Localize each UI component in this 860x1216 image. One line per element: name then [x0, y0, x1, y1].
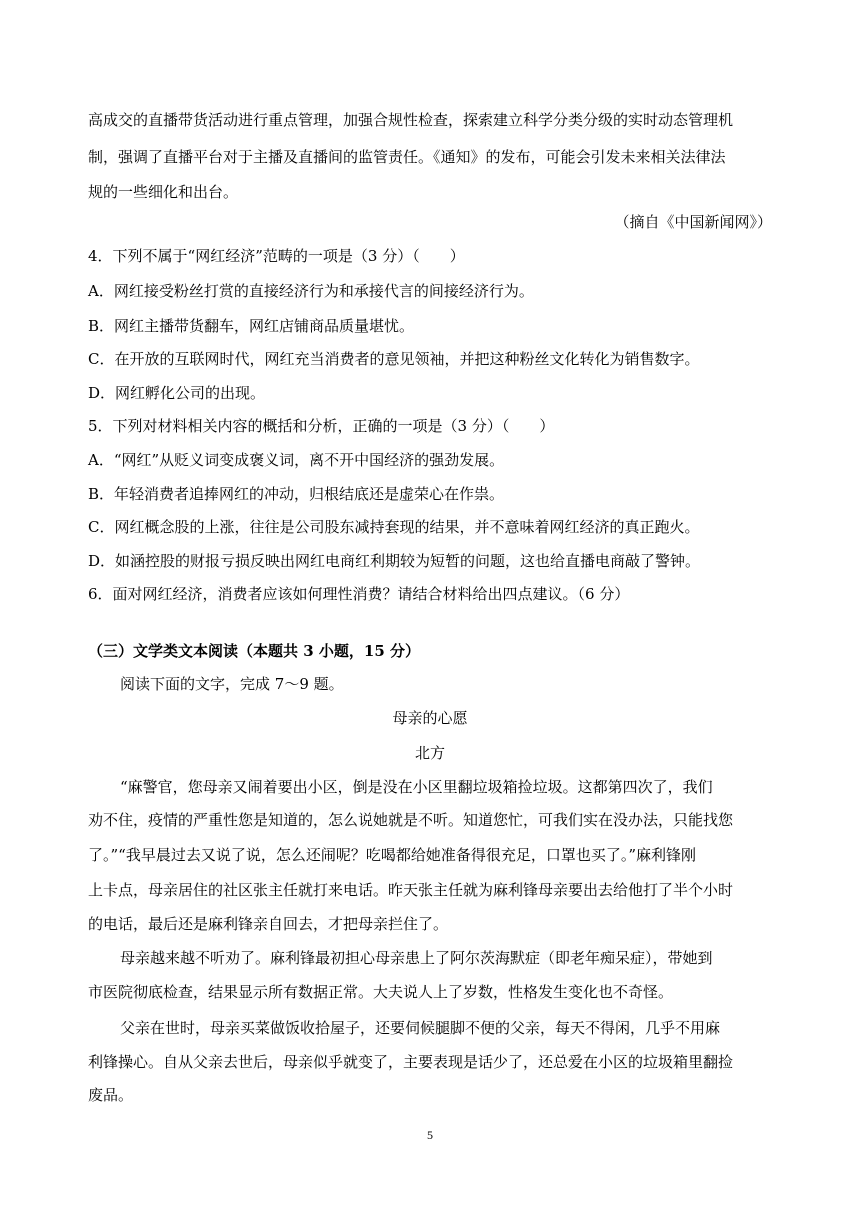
- question-4-option-b: B．网红主播带货翻车，网红店铺商品质量堪忧。: [88, 317, 415, 335]
- passage-line: 规的一些细化和出台。: [88, 183, 239, 201]
- story-line: 了。”“我早晨过去又说了说，怎么还闹呢？吃喝都给她准备得很充足，口罩也买了。”麻利锋刚: [88, 846, 697, 864]
- question-4-stem: 4．下列不属于“网红经济”范畴的一项是（3 分）（ ）: [88, 247, 465, 265]
- story-line: 上卡点，母亲居住的社区张主任就打来电话。昨天张主任就为麻利锋母亲要出去给他打了半个小时: [88, 881, 734, 899]
- story-line: “麻警官，您母亲又闹着要出小区，倒是没在小区里翻垃圾箱捡垃圾。这都第四次了，我们: [120, 778, 713, 796]
- story-line: 的电话，最后还是麻利锋亲自回去，才把母亲拦住了。: [88, 915, 449, 933]
- story-line: 父亲在世时，母亲买菜做饭收拾屋子，还要伺候腿脚不便的父亲，每天不得闲，几乎不用麻: [120, 1019, 721, 1037]
- story-line: 母亲越来越不听劝了。麻利锋最初担心母亲患上了阿尔茨海默症（即老年痴呆症），带她到: [120, 949, 713, 967]
- page-number: 5: [427, 1128, 433, 1142]
- section-heading: （三）文学类文本阅读（本题共 3 小题，15 分）: [88, 642, 420, 660]
- section-instruction: 阅读下面的文字，完成 7～9 题。: [120, 675, 344, 693]
- story-title: 母亲的心愿: [392, 709, 468, 727]
- story-author: 北方: [414, 744, 445, 762]
- question-5-option-a: A．“网红”从贬义词变成褒义词，离不开中国经济的强劲发展。: [88, 451, 505, 469]
- question-4-option-d: D．网红孵化公司的出现。: [88, 384, 266, 402]
- question-5-option-d: D．如涵控股的财报亏损反映出网红电商红利期较为短暂的问题，这也给直播电商敲了警钟。: [88, 552, 701, 570]
- story-line: 废品。: [88, 1086, 134, 1104]
- story-line: 市医院彻底检查，结果显示所有数据正常。大夫说人上了岁数，性格发生变化也不奇怪。: [88, 983, 674, 1001]
- question-4-option-a: A．网红接受粉丝打赏的直接经济行为和承接代言的间接经济行为。: [88, 282, 534, 300]
- story-line: 劝不住，疫情的严重性您是知道的，怎么说她就是不听。知道您忙，可我们实在没办法，只能找您: [88, 811, 734, 829]
- question-5-option-b: B．年轻消费者追捧网红的冲动，归根结底还是虚荣心在作祟。: [88, 485, 505, 503]
- source-note: （摘自《中国新闻网》）: [614, 213, 772, 231]
- passage-line: 制，强调了直播平台对于主播及直播间的监管责任。《通知》的发布，可能会引发未来相关法律法: [88, 148, 726, 166]
- passage-line: 高成交的直播带货活动进行重点管理，加强合规性检查，探索建立科学分类分级的实时动态管理机: [88, 111, 734, 129]
- question-6-stem: 6．面对网红经济，消费者应该如何理性消费？请结合材料给出四点建议。（6 分）: [88, 585, 630, 603]
- question-5-option-c: C．网红概念股的上涨，往往是公司股东减持套现的结果，并不意味着网红经济的真正跑火。: [88, 518, 700, 536]
- story-line: 利锋操心。自从父亲去世后，母亲似乎就变了，主要表现是话少了，还总爱在小区的垃圾箱里翻捡: [88, 1053, 734, 1071]
- question-5-stem: 5．下列对材料相关内容的概括和分析，正确的一项是（3 分）（ ）: [88, 417, 555, 435]
- question-4-option-c: C．在开放的互联网时代，网红充当消费者的意见领袖，并把这种粉丝文化转化为销售数字。: [88, 350, 700, 368]
